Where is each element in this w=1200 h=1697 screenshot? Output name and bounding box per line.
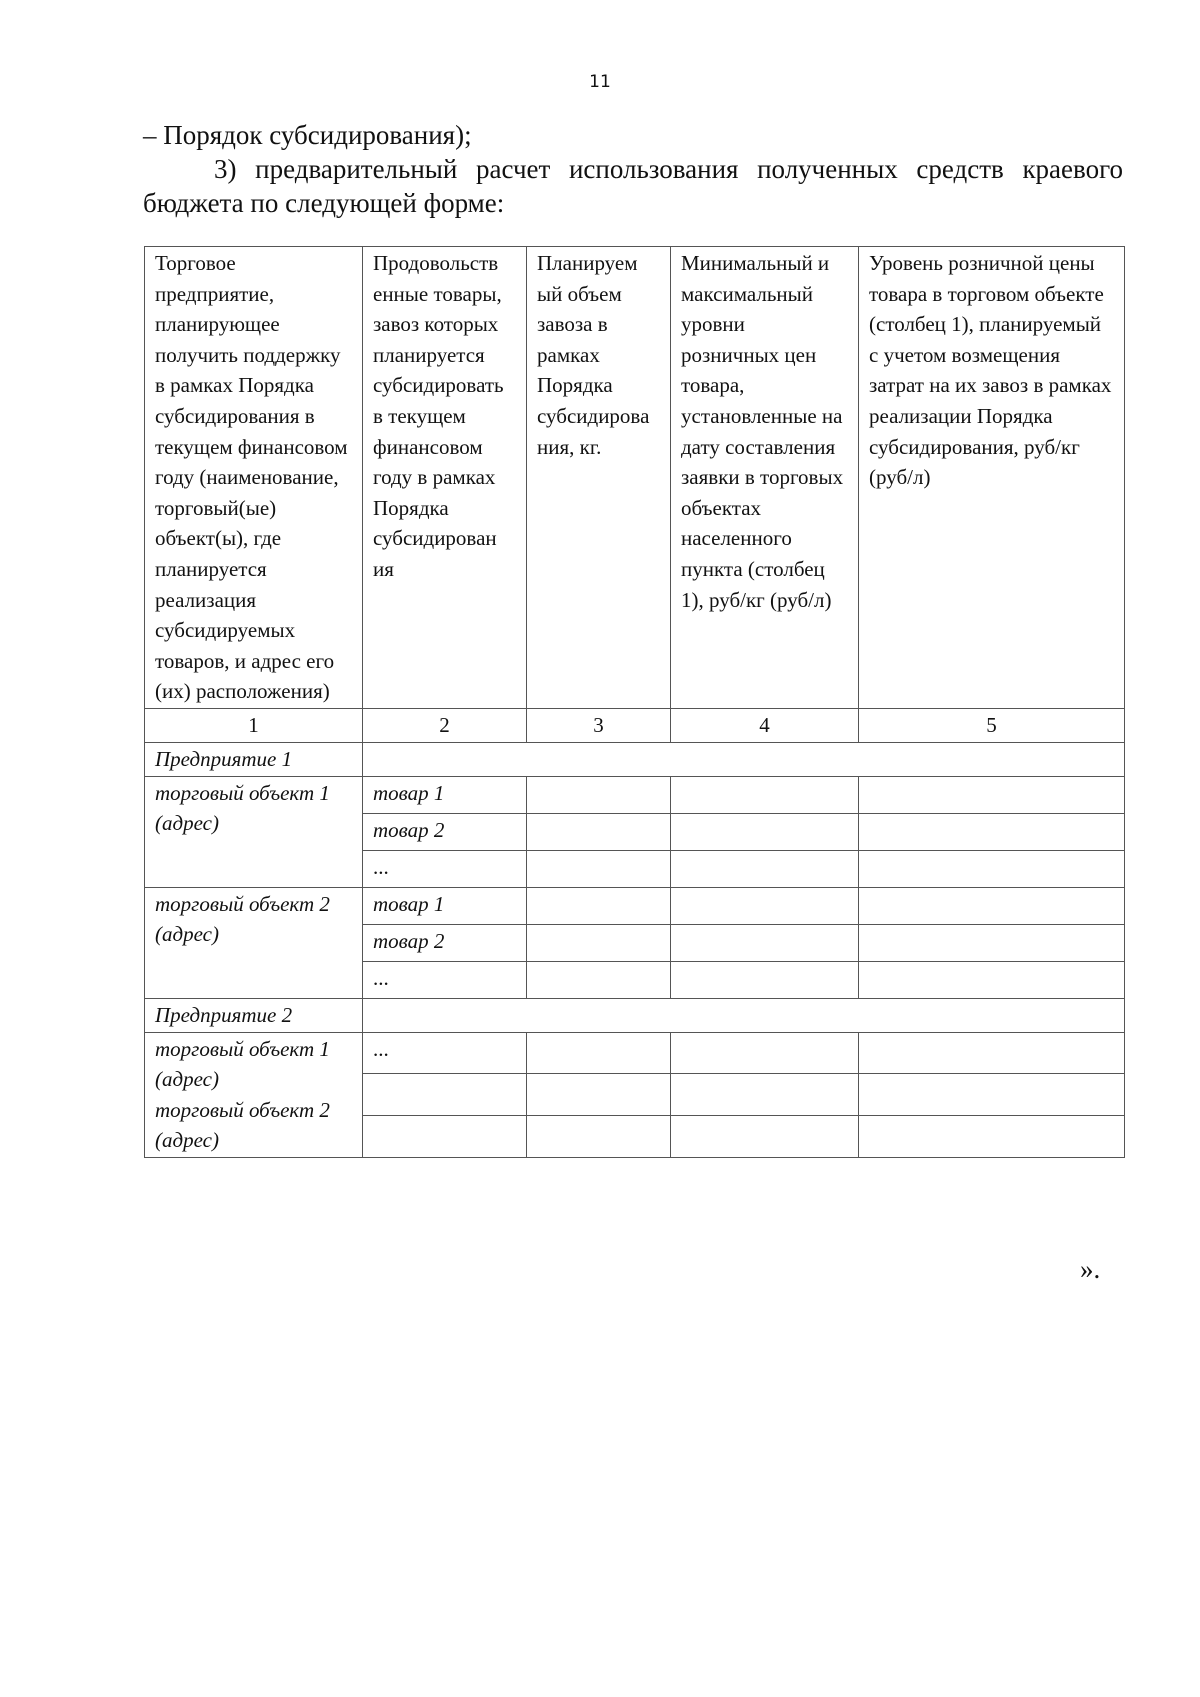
table-cell <box>671 887 859 924</box>
trade-object-1: торговый объект 1 (адрес) <box>155 1036 330 1092</box>
table-cell <box>527 850 671 887</box>
table-cell <box>859 924 1125 961</box>
table-row <box>145 887 1125 924</box>
table-cell <box>671 776 859 813</box>
goods-cell: товар 2 <box>363 813 527 850</box>
table-cell <box>527 1074 671 1116</box>
enterprise-name: Предприятие 1 <box>145 742 363 776</box>
header-cell: Уровень розничной цены товара в торговом объекте (столбец 1), планируемый с учетом возмещения затрат на их завоз в рамках реализации Порядка субсидирования, руб/кг (руб/л) <box>859 247 1125 709</box>
table-cell <box>363 742 1125 776</box>
goods-cell: ... <box>363 961 527 998</box>
header-cell: Торговое предприятие, планирующее получить поддержку в рамках Порядка субсидирования в текущем финансовом году (наименование, торговый(ые) объект(ы), где планируется реализация субсидируемых товаров, и адрес его (их) расположения) <box>145 247 363 709</box>
table-cell <box>671 961 859 998</box>
table-cell <box>859 1074 1125 1116</box>
table-cell <box>527 1116 671 1158</box>
table-cell <box>527 887 671 924</box>
paragraph-line-1: – Порядок субсидирования); <box>143 120 472 150</box>
enterprise-name: Предприятие 2 <box>145 998 363 1032</box>
table-cell <box>671 813 859 850</box>
column-number-row <box>145 708 1125 742</box>
table-cell <box>859 887 1125 924</box>
column-number: 5 <box>859 708 1125 742</box>
table-cell <box>859 850 1125 887</box>
table-cell <box>859 961 1125 998</box>
trade-object-cell: торговый объект 1 (адрес) <box>145 776 363 887</box>
calculation-form-table <box>144 246 1125 1158</box>
column-number: 3 <box>527 708 671 742</box>
header-cell: Продовольств енные товары, завоз которых планируется субсидировать в текущем финансовом году в рамках Порядка субсидирован ия <box>363 247 527 709</box>
table-cell <box>671 1032 859 1074</box>
table-cell <box>363 1116 527 1158</box>
table-cell <box>671 850 859 887</box>
table-cell <box>527 776 671 813</box>
table-cell <box>527 1032 671 1074</box>
table-cell <box>363 1074 527 1116</box>
page-number: 11 <box>589 72 611 92</box>
header-cell: Минимальный и максимальный уровни розничных цен товара, установленные на дату составления заявки в торговых объектах населенного пункта (столбец 1), руб/кг (руб/л) <box>671 247 859 709</box>
column-number: 2 <box>363 708 527 742</box>
table-cell <box>859 813 1125 850</box>
header-cell: Планируем ый объем завоза в рамках Порядка субсидирова ния, кг. <box>527 247 671 709</box>
table-cell <box>859 1116 1125 1158</box>
table-header-row <box>145 247 1125 709</box>
table-cell <box>859 776 1125 813</box>
column-number: 1 <box>145 708 363 742</box>
trade-object-cell: торговый объект 2 (адрес) <box>145 887 363 998</box>
goods-cell: товар 1 <box>363 887 527 924</box>
enterprise-row <box>145 742 1125 776</box>
table-cell <box>527 813 671 850</box>
trade-object-cell <box>145 1032 363 1157</box>
column-number: 4 <box>671 708 859 742</box>
table-cell <box>859 1032 1125 1074</box>
table-cell <box>671 1116 859 1158</box>
table-cell <box>671 924 859 961</box>
table-row <box>145 776 1125 813</box>
goods-cell: товар 2 <box>363 924 527 961</box>
goods-cell: ... <box>363 850 527 887</box>
goods-cell: ... <box>363 1032 527 1074</box>
table-cell <box>671 1074 859 1116</box>
table-cell <box>363 998 1125 1032</box>
enterprise-row <box>145 998 1125 1032</box>
table-cell <box>527 961 671 998</box>
paragraph-line-2: 3) предварительный расчет использования полученных средств краевого бюджета по следующей форме: <box>143 154 1123 218</box>
closing-quote-mark: ». <box>1080 1254 1101 1284</box>
table-row <box>145 1032 1125 1074</box>
table-cell <box>527 924 671 961</box>
goods-cell: товар 1 <box>363 776 527 813</box>
trade-object-2: торговый объект 2 (адрес) <box>155 1097 330 1153</box>
